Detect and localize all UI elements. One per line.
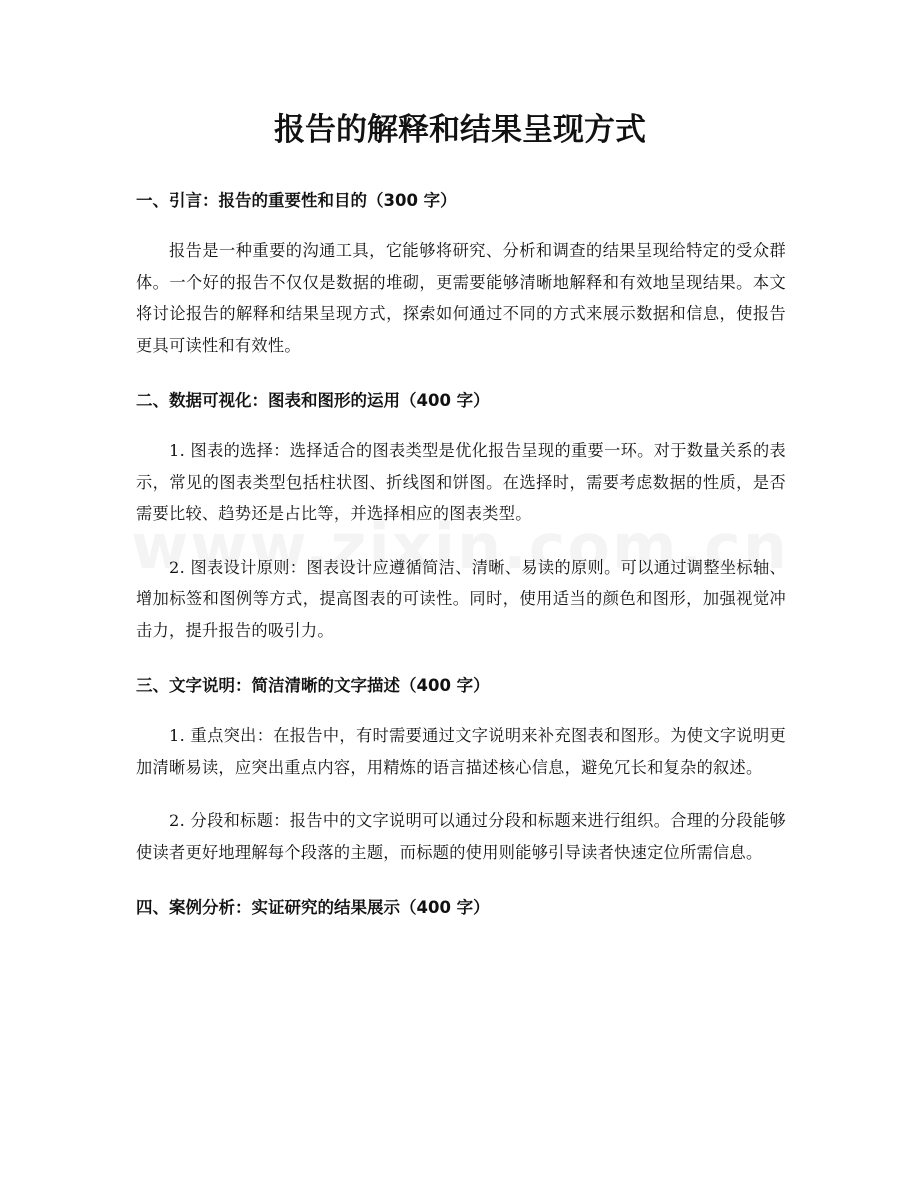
paragraph: 1. 重点突出：在报告中，有时需要通过文字说明来补充图表和图形。为使文字说明更加清晰易读，应突出重点内容，用精炼的语言描述核心信息，避免冗长和复杂的叙述。 xyxy=(136,726,786,777)
section-heading: 一、引言：报告的重要性和目的（300 字） xyxy=(136,191,457,210)
document-body xyxy=(136,183,786,942)
section-heading: 三、文字说明：简洁清晰的文字描述（400 字） xyxy=(136,676,490,695)
section-heading: 二、数据可视化：图表和图形的运用（400 字） xyxy=(136,391,490,410)
section-case-analysis xyxy=(136,890,786,926)
paragraph: 2. 图表设计原则：图表设计应遵循简洁、清晰、易读的原则。可以通过调整坐标轴、增加标签和图例等方式，提高图表的可读性。同时，使用适当的颜色和图形，加强视觉冲击力，提升报告的吸引力。 xyxy=(136,557,786,640)
paragraph: 2. 分段和标题：报告中的文字说明可以通过分段和标题来进行组织。合理的分段能够使读者更好地理解每个段落的主题，而标题的使用则能够引导读者快速定位所需信息。 xyxy=(136,811,786,862)
section-heading: 四、案例分析：实证研究的结果展示（400 字） xyxy=(136,898,490,917)
paragraph: 1. 图表的选择：选择适合的图表类型是优化报告呈现的重要一环。对于数量关系的表示，常见的图表类型包括柱状图、折线图和饼图。在选择时，需要考虑数据的性质，是否需要比较、趋势还是占比等，并选择相应的图表类型。 xyxy=(136,441,786,523)
document-title: 报告的解释和结果呈现方式 xyxy=(274,112,646,148)
section-introduction xyxy=(136,183,786,361)
section-text-description xyxy=(136,668,786,868)
section-data-visualization xyxy=(136,383,786,646)
paragraph: 报告是一种重要的沟通工具，它能够将研究、分析和调查的结果呈现给特定的受众群体。一个好的报告不仅仅是数据的堆砌，更需要能够清晰地解释和有效地呈现结果。本文将讨论报告的解释和结果呈现方式，探索如何通过不同的方式来展示数据和信息，使报告更具可读性和有效性。 xyxy=(136,241,786,355)
